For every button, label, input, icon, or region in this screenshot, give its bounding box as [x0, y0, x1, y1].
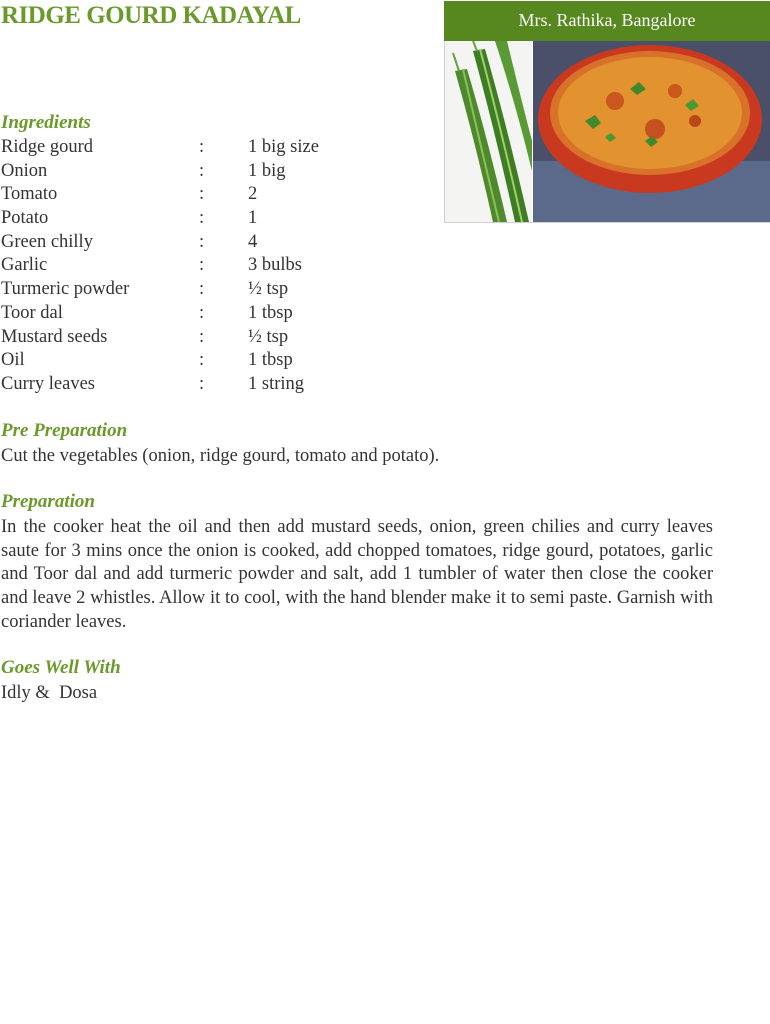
recipe-title: RIDGE GOURD KADAYAL — [1, 2, 301, 29]
ingredient-separator: : — [199, 302, 205, 323]
ingredient-name: Oil — [1, 350, 25, 371]
ingredient-row — [1, 349, 431, 373]
pre-preparation-heading: Pre Preparation — [1, 420, 128, 441]
ingredient-row — [1, 326, 431, 350]
ingredient-quantity: ½ tsp — [248, 279, 289, 300]
pre-preparation-text: Cut the vegetables (onion, ridge gourd, tomato and potato). — [1, 446, 440, 466]
ingredient-separator: : — [199, 255, 205, 276]
ingredient-name: Mustard seeds — [1, 326, 108, 347]
ingredients-heading: Ingredients — [1, 112, 91, 133]
author-banner: Mrs. Rathika, Bangalore — [444, 1, 770, 41]
ingredient-separator: : — [199, 279, 205, 300]
ingredient-row — [1, 254, 431, 278]
ingredient-quantity: 3 bulbs — [248, 255, 302, 276]
ingredient-name: Green chilly — [1, 231, 93, 252]
preparation-text: In the cooker heat the oil and then add mustard seeds, onion, green chilies and curry leaves saute for 3 mins once the onion is cooked, add chopped tomatoes, ridge gourd, potatoes, garlic and Toor dal and add turmeric powder and salt, add 1 tumbler of water then close the cooker and leave 2 whistles. Allow it to cool, with the hand blender make it to semi paste. Garnish with coriander leaves. — [1, 517, 713, 632]
ingredient-name: Toor dal — [1, 302, 63, 323]
preparation-heading: Preparation — [1, 491, 95, 512]
ingredient-quantity: 2 — [248, 184, 258, 205]
ingredient-quantity: 1 big — [248, 160, 286, 181]
ingredient-separator: : — [199, 373, 205, 394]
ingredient-separator: : — [199, 184, 205, 205]
ingredient-name: Ridge gourd — [1, 137, 93, 157]
recipe-photo — [444, 41, 770, 223]
ingredient-separator: : — [199, 231, 205, 252]
ingredient-row — [1, 231, 431, 255]
ingredient-quantity: 1 tbsp — [248, 302, 293, 323]
ingredient-quantity: 1 big size — [248, 137, 319, 157]
ingredient-separator: : — [199, 208, 205, 229]
ingredient-quantity: 1 string — [248, 373, 305, 394]
dish-illustration — [445, 41, 770, 222]
goes-well-with-text: Idly & Dosa — [1, 683, 98, 703]
ingredient-name: Turmeric powder — [1, 279, 130, 300]
ingredient-name: Onion — [1, 160, 48, 181]
ingredient-row — [1, 160, 431, 184]
ingredient-row — [1, 373, 431, 397]
ingredient-row — [1, 278, 431, 302]
ingredient-name: Garlic — [1, 255, 48, 276]
ingredient-row — [1, 207, 431, 231]
ingredient-name: Curry leaves — [1, 373, 96, 394]
ingredient-separator: : — [199, 326, 205, 347]
ingredient-row — [1, 136, 431, 160]
goes-well-with-heading: Goes Well With — [1, 657, 121, 678]
ingredient-name: Tomato — [1, 184, 58, 205]
ingredient-quantity: 1 tbsp — [248, 350, 293, 371]
ingredient-quantity: 4 — [248, 231, 258, 252]
ingredients-list — [1, 136, 431, 397]
ingredient-name: Potato — [1, 208, 49, 229]
ingredient-quantity: 1 — [248, 208, 258, 229]
ingredient-row — [1, 183, 431, 207]
ingredient-separator: : — [199, 350, 205, 371]
ingredient-separator: : — [199, 137, 205, 157]
ingredient-quantity: ½ tsp — [248, 326, 289, 347]
ingredient-separator: : — [199, 160, 205, 181]
ingredient-row — [1, 302, 431, 326]
